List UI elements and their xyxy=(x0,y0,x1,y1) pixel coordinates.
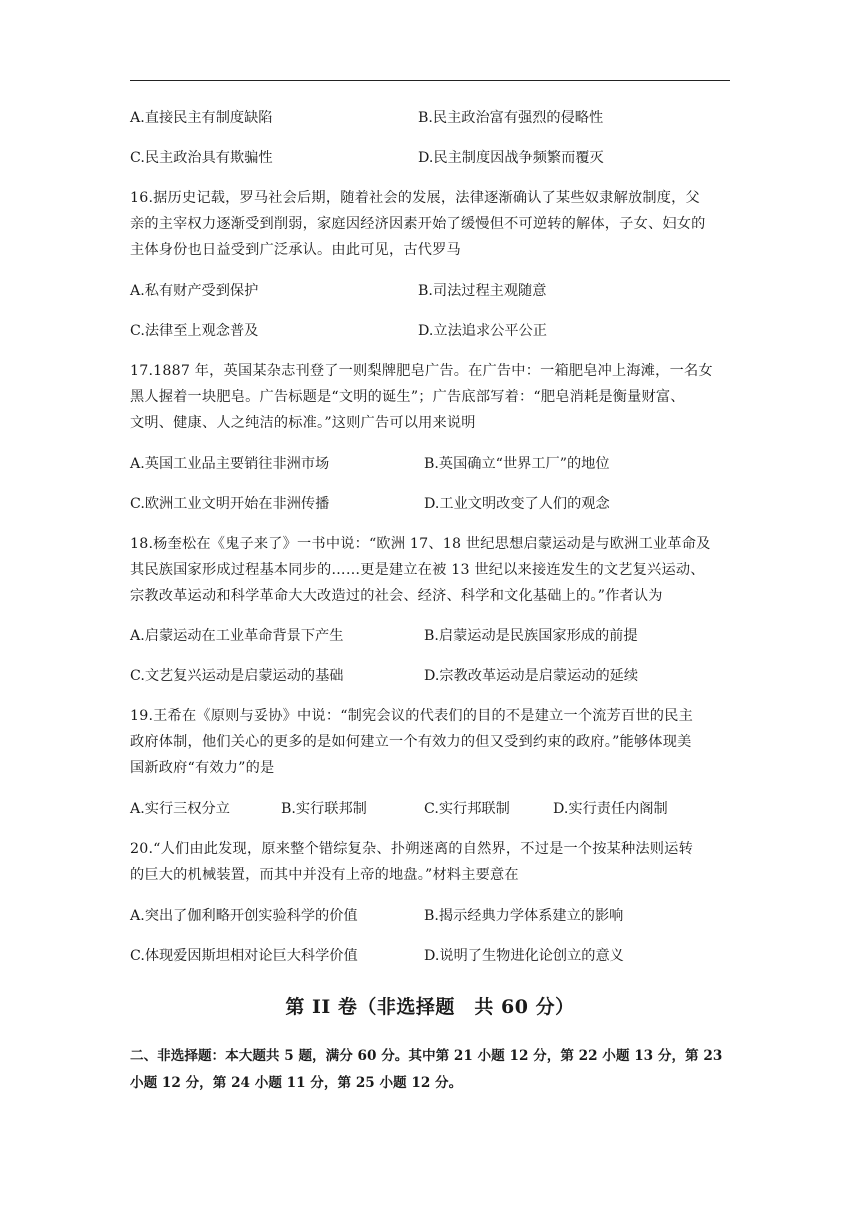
q17-option-a: A.英国工业品主要销往非洲市场 xyxy=(130,456,330,472)
q17-option-c: C.欧洲工业文明开始在非洲传播 xyxy=(130,496,330,512)
q20-option-d: D.说明了生物进化论创立的意义 xyxy=(424,948,624,964)
q20-stem-line-2: 的巨大的机械装置，而其中并没有上帝的地盘。”材料主要意在 xyxy=(130,867,519,883)
q18-option-c: C.文艺复兴运动是启蒙运动的基础 xyxy=(130,668,344,684)
q19-option-b: B.实行联邦制 xyxy=(281,801,367,817)
q20-option-a: A.突出了伽利略开创实验科学的价值 xyxy=(130,908,358,924)
q20-stem-line-1: 20.“人们由此发现，原来整个错综复杂、扑朔迷离的自然界，不过是一个按某种法则运转 xyxy=(130,841,693,857)
q18-option-b: B.启蒙运动是民族国家形成的前提 xyxy=(424,628,638,644)
q20-option-c: C.体现爱因斯坦相对论巨大科学价值 xyxy=(130,948,358,964)
q15-option-a: A.直接民主有制度缺陷 xyxy=(130,110,273,126)
part2-title: 第 II 卷（非选择题 共 60 分） xyxy=(285,996,575,1018)
q17-option-d: D.工业文明改变了人们的观念 xyxy=(424,496,610,512)
q17-stem-line-2: 黑人握着一块肥皂。广告标题是“文明的诞生”；广告底部写着：“肥皂消耗是衡量财富、 xyxy=(130,389,685,405)
q19-option-c: C.实行邦联制 xyxy=(424,801,510,817)
q16-option-d: D.立法追求公平公正 xyxy=(418,323,547,339)
q18-stem-line-1: 18.杨奎松在《鬼子来了》一书中说：“欧洲 17、18 世纪思想启蒙运动是与欧洲工业革命及 xyxy=(130,536,711,552)
q16-stem-line-1: 16.据历史记载，罗马社会后期，随着社会的发展，法律逐渐确认了某些奴隶解放制度，父 xyxy=(130,190,700,206)
q18-option-a: A.启蒙运动在工业革命背景下产生 xyxy=(130,628,344,644)
q15-option-c: C.民主政治具有欺骗性 xyxy=(130,150,273,166)
q15-option-d: D.民主制度因战争频繁而覆灭 xyxy=(418,150,604,166)
q19-option-a: A.实行三权分立 xyxy=(130,801,230,817)
q18-stem-line-2: 其民族国家形成过程基本同步的……更是建立在被 13 世纪以来接连发生的文艺复兴运动、 xyxy=(130,562,705,578)
q18-stem-line-3: 宗教改革运动和科学革命大大改造过的社会、经济、科学和文化基础上的。”作者认为 xyxy=(130,588,663,604)
q16-option-c: C.法律至上观念普及 xyxy=(130,323,259,339)
q17-option-b: B.英国确立“世界工厂”的地位 xyxy=(424,456,610,472)
header-rule xyxy=(130,80,730,81)
q19-stem-line-3: 国新政府“有效力”的是 xyxy=(130,760,275,776)
q19-stem-line-2: 政府体制，他们关心的更多的是如何建立一个有效力的但又受到约束的政府。”能够体现美 xyxy=(130,734,692,750)
q19-stem-line-1: 19.王希在《原则与妥协》中说：“制宪会议的代表们的目的不是建立一个流芳百世的民主 xyxy=(130,708,693,724)
q20-option-b: B.揭示经典力学体系建立的影响 xyxy=(424,908,624,924)
q18-option-d: D.宗教改革运动是启蒙运动的延续 xyxy=(424,668,639,684)
q15-option-b: B.民主政治富有强烈的侵略性 xyxy=(418,110,604,126)
q16-option-a: A.私有财产受到保护 xyxy=(130,283,259,299)
q16-stem-line-2: 亲的主宰权力逐渐受到削弱，家庭因经济因素开始了缓慢但不可逆转的解体，子女、妇女的 xyxy=(130,216,706,232)
part2-instruction-line-2: 小题 12 分，第 24 小题 11 分，第 25 小题 12 分。 xyxy=(130,1075,463,1091)
q17-stem-line-3: 文明、健康、人之纯洁的标准。”这则广告可以用来说明 xyxy=(130,415,476,431)
part2-instruction-line-1: 二、非选择题：本大题共 5 题，满分 60 分。其中第 21 小题 12 分，第 22 小题 13 分，第 23 xyxy=(130,1048,723,1064)
q17-stem-line-1: 17.1887 年，英国某杂志刊登了一则梨牌肥皂广告。在广告中：一箱肥皂冲上海滩，一名女 xyxy=(130,363,713,379)
q16-stem-line-3: 主体身份也日益受到广泛承认。由此可见，古代罗马 xyxy=(130,242,461,258)
q16-option-b: B.司法过程主观随意 xyxy=(418,283,547,299)
q19-option-d: D.实行责任内阁制 xyxy=(553,801,668,817)
